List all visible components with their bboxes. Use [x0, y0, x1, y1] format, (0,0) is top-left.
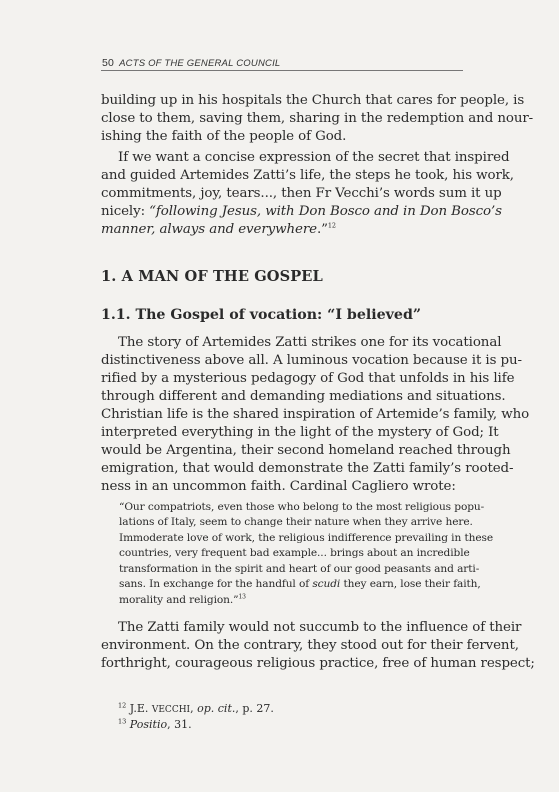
vecchi-quote: manner, always and everywhere: [101, 222, 317, 237]
footnote-ref: 12: [327, 221, 336, 230]
para2-line: commitments, joy, tears..., then Fr Vecchi’s words sum it up: [101, 186, 502, 201]
vecchi-quote: “following Jesus, with Don Bosco and in Don Bosco’s: [149, 204, 502, 219]
footnote-ref: 13: [238, 593, 246, 601]
page-number: 50: [102, 57, 115, 69]
para2-line: manner, always and everywhere.”$^{12}$: [101, 221, 336, 237]
intro-line: building up in his hospitals the Church that cares for people, is: [101, 93, 525, 108]
section-heading: 1. A MAN OF THE GOSPEL: [101, 268, 323, 285]
running-title: ACTS OF THE GENERAL COUNCIL: [119, 58, 281, 69]
footnote-13: $^{13}$ Positio, 31.: [118, 717, 192, 731]
quote-line: countries, very frequent bad example... brings about an incredible: [119, 547, 470, 559]
body-line: rified by a mysterious pedagogy of God that unfolds in his life: [101, 371, 515, 386]
intro-line: close to them, saving them, sharing in the redemption and nour-: [101, 111, 534, 126]
closing-line: The Zatti family would not succumb to the influence of their: [118, 620, 522, 635]
closing-line: environment. On the contrary, they stood out for their fervent,: [101, 638, 519, 653]
body-line: Christian life is the shared inspiration of Artemide’s family, who: [101, 407, 530, 422]
header-rule: [101, 70, 463, 71]
quote-line: Immoderate love of work, the religious indifference prevailing in these: [119, 532, 494, 544]
quote-line: lations of Italy, seem to change their nature when they arrive here.: [119, 516, 473, 528]
quote-line: transformation in the spirit and heart of our good peasants and arti-: [119, 563, 480, 575]
quote-line: morality and religion.”$^{13}$: [119, 593, 246, 606]
running-head: [102, 57, 280, 69]
body-line: The story of Artemides Zatti strikes one for its vocational: [118, 335, 502, 350]
body-line: interpreted everything in the light of the mystery of God; It: [101, 425, 499, 440]
para2-line: and guided Artemides Zatti’s life, the steps he took, his work,: [101, 168, 514, 183]
body-line: distinctiveness above all. A luminous vocation because it is pu-: [101, 353, 522, 368]
para2-line: nicely: “following Jesus, with Don Bosco and in Don Bosco’s: [101, 204, 502, 219]
closing-line: forthright, courageous religious practice, free of human respect;: [101, 656, 535, 671]
body-line: emigration, that would demonstrate the Zatti family’s rooted-: [101, 461, 514, 476]
body-line: would be Argentina, their second homeland reached through: [101, 443, 511, 458]
footnote-12: $^{12}$ J.E. VECCHI, op. cit., p. 27.: [118, 701, 274, 715]
quote-line: “Our compatriots, even those who belong to the most religious popu-: [119, 501, 485, 513]
subsection-heading: 1.1. The Gospel of vocation: “I believed”: [101, 307, 422, 323]
body-line: ness in an uncommon faith. Cardinal Cagliero wrote:: [101, 479, 456, 494]
body-line: through different and demanding mediations and situations.: [101, 389, 506, 404]
quote-line: sans. In exchange for the handful of scudi they earn, lose their faith,: [119, 578, 481, 590]
para2-line: If we want a concise expression of the secret that inspired: [118, 150, 510, 165]
intro-line: ishing the faith of the people of God.: [101, 129, 347, 144]
